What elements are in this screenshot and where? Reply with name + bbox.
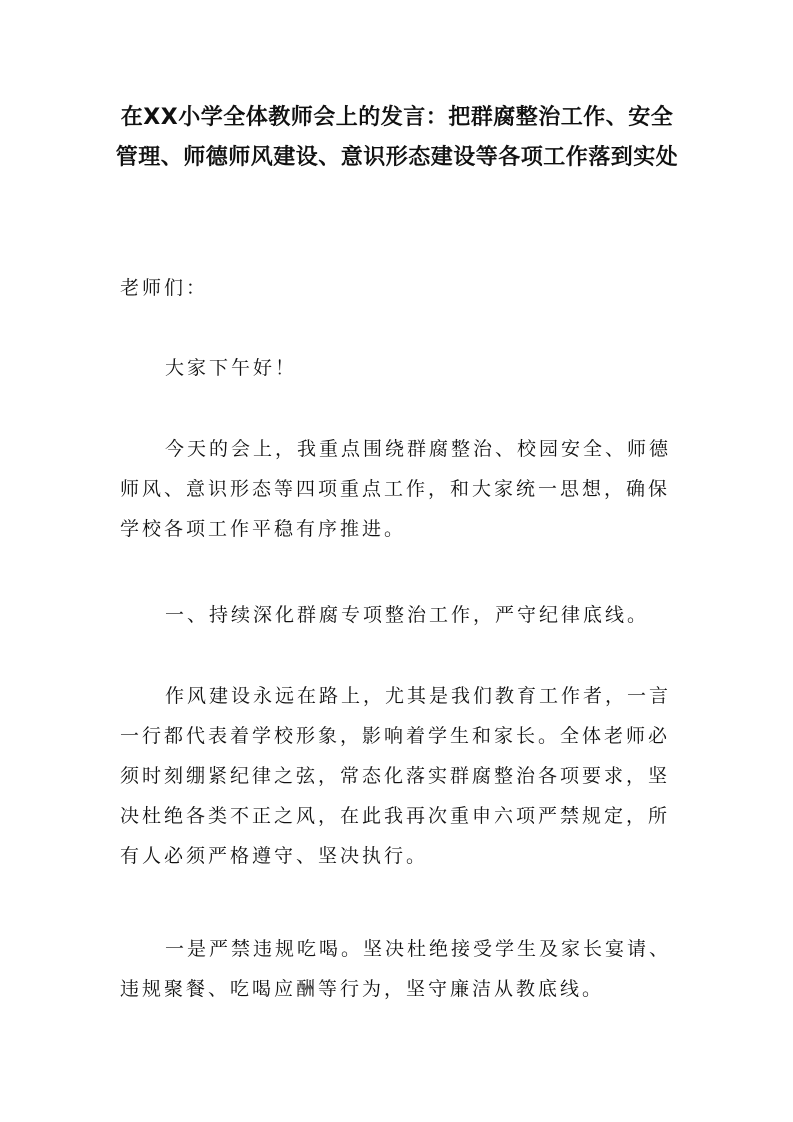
paragraph-section-1: 作风建设永远在路上，尤其是我们教育工作者，一言一行都代表着学校形象，影响着学生和家长。全体老师必须时刻绷紧纪律之弦，常态化落实群腐整治各项要求，坚决杜绝各类不正之风，在此我再次重申六项严禁规定，所有人必须严格遵守、坚决执行。 bbox=[120, 685, 672, 867]
document-title: 在XX小学全体教师会上的发言：把群腐整治工作、安全管理、师德师风建设、意识形态建设等各项工作落到实处 bbox=[115, 105, 679, 170]
salutation: 老师们： bbox=[120, 277, 209, 299]
section-heading-1: 一、持续深化群腐专项整治工作，严守纪律底线。 bbox=[165, 604, 650, 626]
paragraph-rule-1: 一是严禁违规吃喝。坚决杜绝接受学生及家长宴请、违规聚餐、吃喝应酬等行为，坚守廉洁从教底线。 bbox=[120, 938, 672, 1000]
greeting: 大家下午好！ bbox=[165, 357, 298, 379]
paragraph-intro: 今天的会上，我重点围绕群腐整治、校园安全、师德师风、意识形态等四项重点工作，和大家统一思想，确保学校各项工作平稳有序推进。 bbox=[120, 438, 672, 540]
